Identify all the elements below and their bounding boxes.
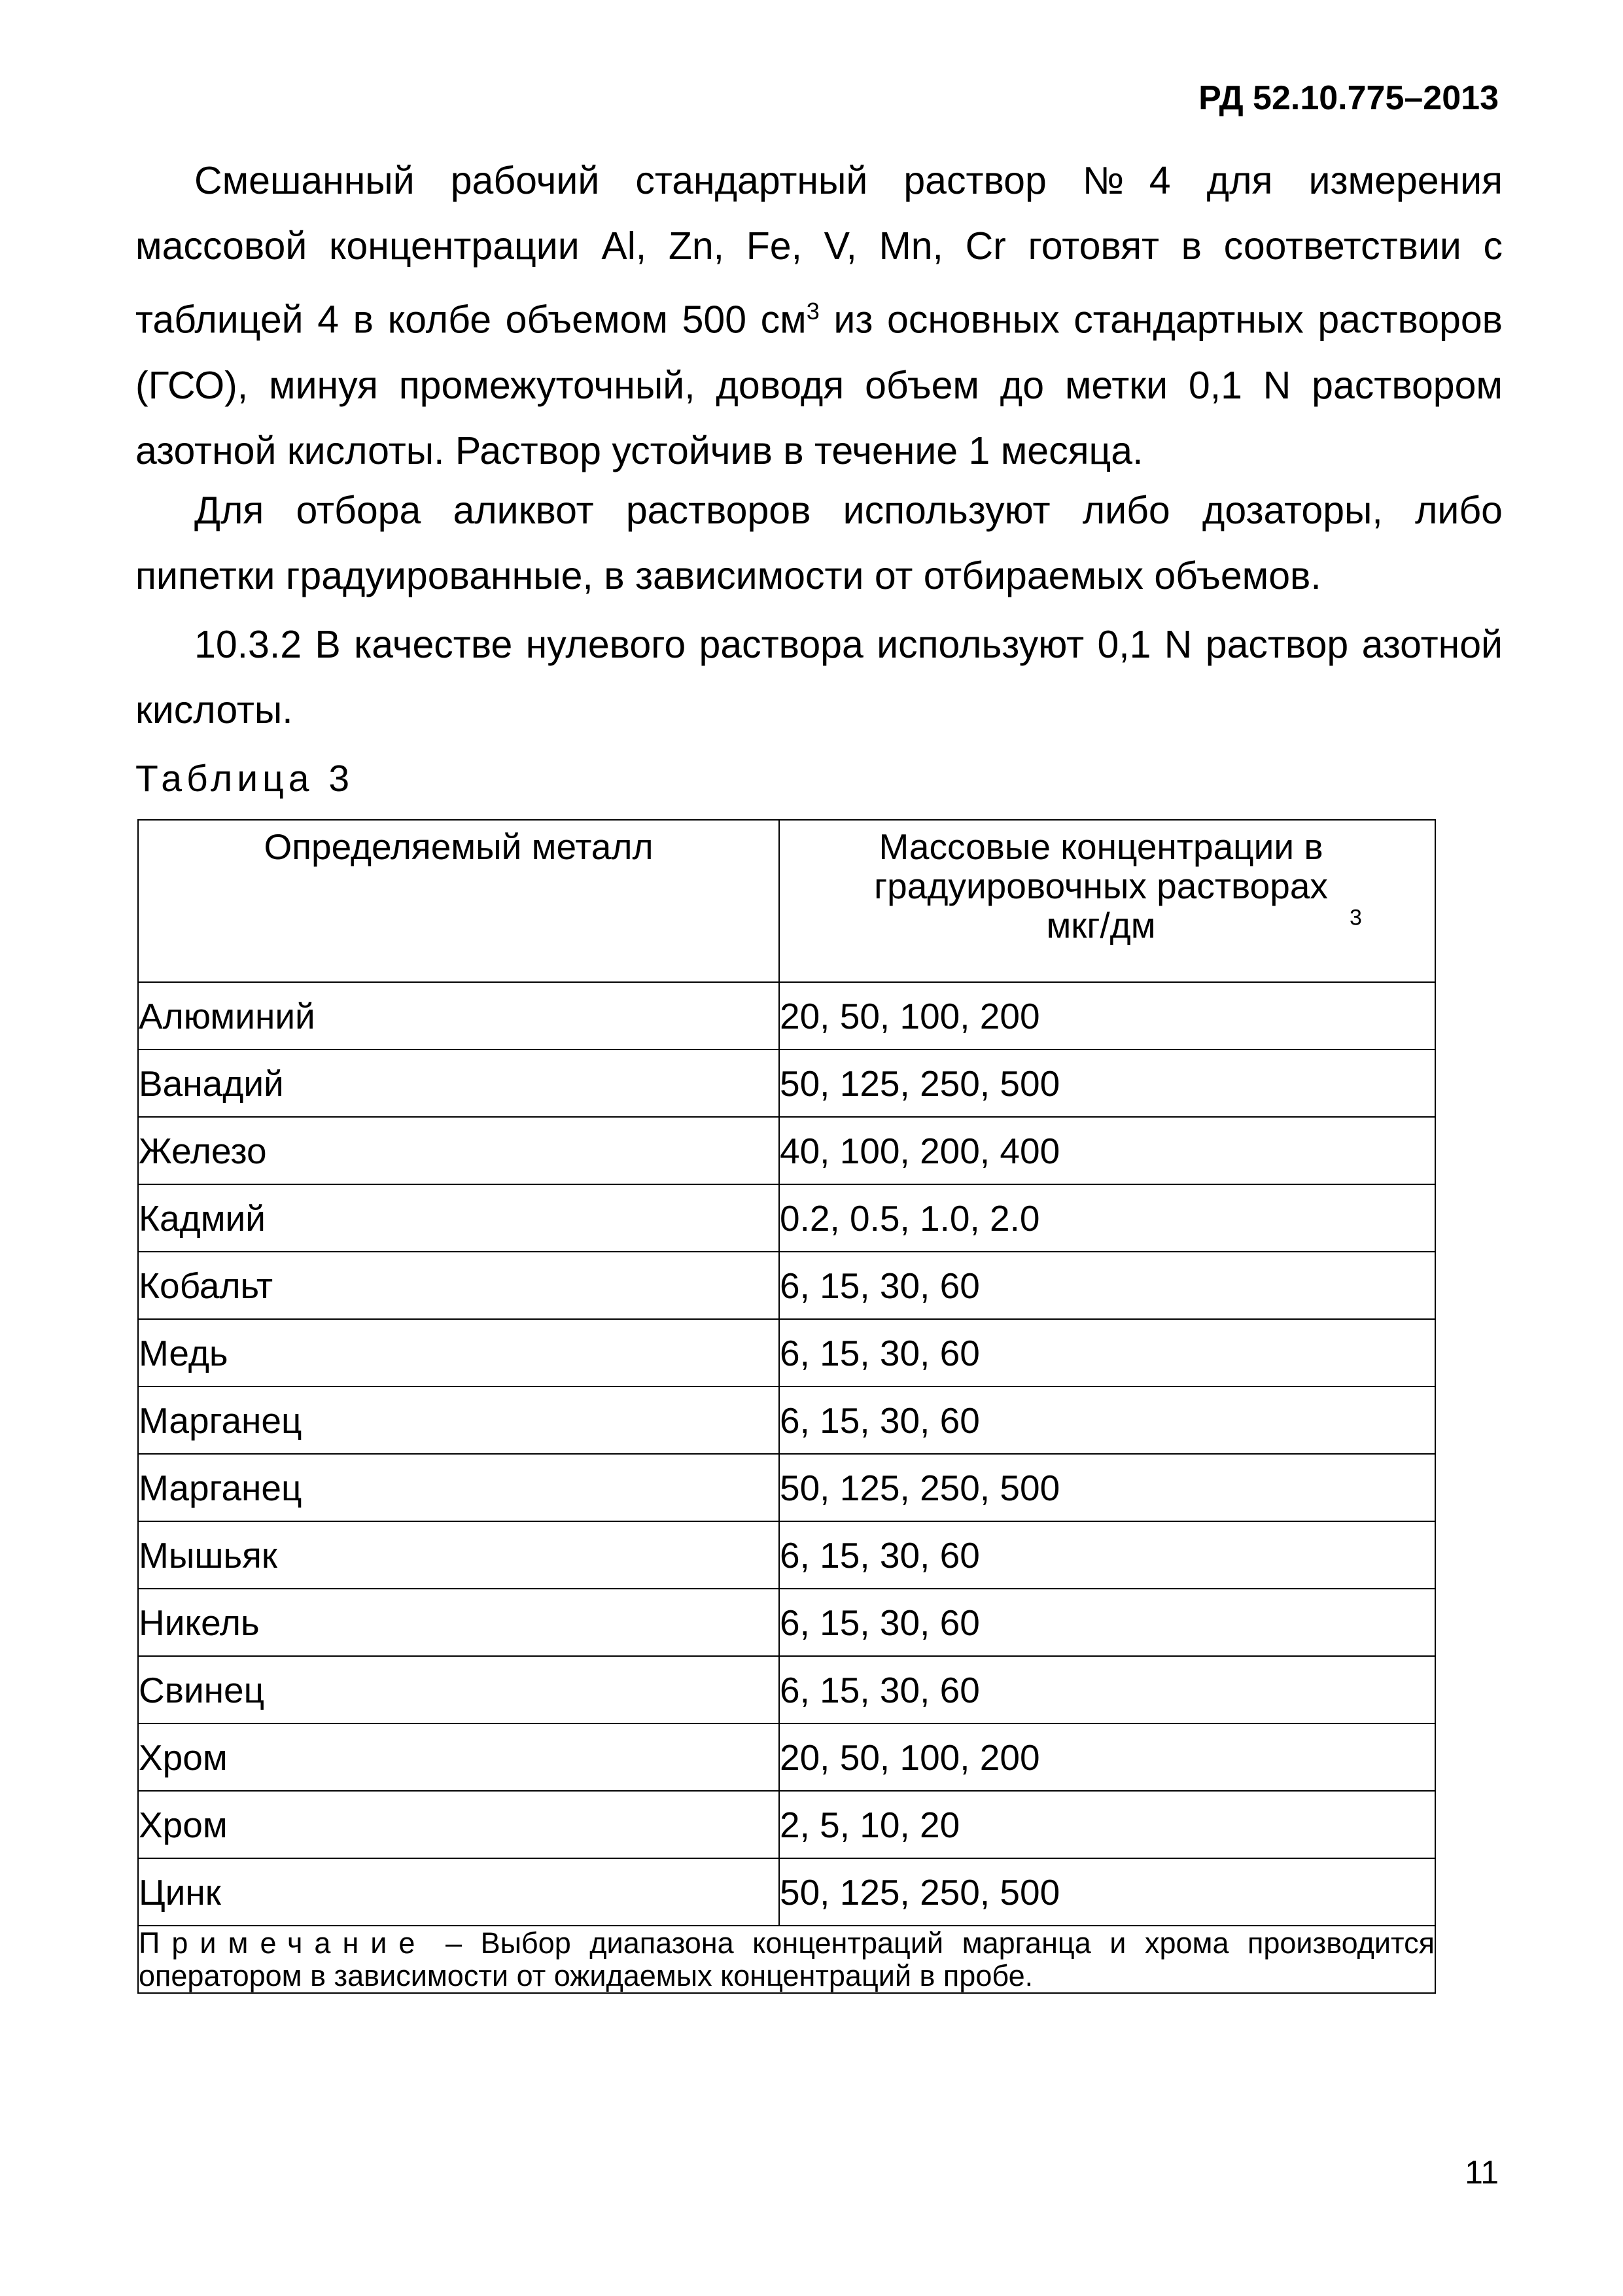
table-caption: Таблица 3 (135, 758, 355, 800)
superscript: 3 (1350, 905, 1362, 930)
cell-concentrations: 6, 15, 30, 60 (779, 1589, 1435, 1656)
cell-concentrations: 50, 125, 250, 500 (779, 1454, 1435, 1521)
cell-concentrations: 50, 125, 250, 500 (779, 1050, 1435, 1117)
superscript: 3 (806, 298, 820, 325)
cell-concentrations: 6, 15, 30, 60 (779, 1386, 1435, 1454)
cell-metal: Алюминий (138, 982, 779, 1050)
concentrations-table (137, 819, 1436, 1994)
cell-concentrations: 6, 15, 30, 60 (779, 1252, 1435, 1319)
table-row (138, 1252, 1435, 1319)
column-header-metal: Определяемый металл (138, 820, 779, 982)
cell-metal: Мышьяк (138, 1521, 779, 1589)
paragraph-mixed-solution (135, 148, 1503, 484)
table-row (138, 1050, 1435, 1117)
table-row (138, 1386, 1435, 1454)
table-row (138, 1521, 1435, 1589)
column-header-text: Массовые концентрации в градуировочных растворах мкг/дм (874, 826, 1328, 945)
table-header-row (138, 820, 1435, 982)
cell-concentrations: 50, 125, 250, 500 (779, 1858, 1435, 1926)
cell-metal: Медь (138, 1319, 779, 1386)
cell-metal: Цинк (138, 1858, 779, 1926)
cell-concentrations: 6, 15, 30, 60 (779, 1521, 1435, 1589)
cell-metal: Кадмий (138, 1184, 779, 1252)
note-text: – Выбор диапазона концентраций марганца и хрома производится оператором в зависимости от ожидаемых концентраций в пробе. (139, 1926, 1435, 1992)
table-row (138, 1184, 1435, 1252)
document-code: РД 52.10.775–2013 (1198, 79, 1499, 117)
table-row (138, 982, 1435, 1050)
table-note-row (138, 1926, 1435, 1993)
cell-concentrations: 20, 50, 100, 200 (779, 982, 1435, 1050)
cell-metal: Железо (138, 1117, 779, 1184)
cell-concentrations: 0.2, 0.5, 1.0, 2.0 (779, 1184, 1435, 1252)
table-row (138, 1117, 1435, 1184)
cell-concentrations: 20, 50, 100, 200 (779, 1723, 1435, 1791)
note-label: Примечание (139, 1926, 427, 1960)
table-note (138, 1926, 1435, 1993)
paragraph-text: Смешанный рабочий стандартный раствор №4 для измерения массовой концентрации Al, Zn, Fe, V, Mn, Cr готовят в соответствии с таблицей 4 в колбе объемом 500 см (135, 159, 1503, 342)
cell-metal: Марганец (138, 1454, 779, 1521)
paragraph-aliquots: Для отбора аликвот растворов используют либо дозаторы, либо пипетки градуированные, в зависимости от отбираемых объемов. (135, 489, 1503, 597)
table-row (138, 1791, 1435, 1858)
cell-metal: Марганец (138, 1386, 779, 1454)
table-row (138, 1656, 1435, 1723)
cell-metal: Ванадий (138, 1050, 779, 1117)
cell-metal: Хром (138, 1791, 779, 1858)
cell-metal: Хром (138, 1723, 779, 1791)
column-header-concentrations (779, 820, 1435, 982)
cell-metal: Свинец (138, 1656, 779, 1723)
table-row (138, 1319, 1435, 1386)
table-row (138, 1723, 1435, 1791)
table-row (138, 1454, 1435, 1521)
table-row (138, 1589, 1435, 1656)
cell-metal: Кобальт (138, 1252, 779, 1319)
page-number: 11 (1465, 2154, 1499, 2191)
cell-concentrations: 6, 15, 30, 60 (779, 1656, 1435, 1723)
cell-concentrations: 40, 100, 200, 400 (779, 1117, 1435, 1184)
table-row (138, 1858, 1435, 1926)
cell-metal: Никель (138, 1589, 779, 1656)
cell-concentrations: 2, 5, 10, 20 (779, 1791, 1435, 1858)
cell-concentrations: 6, 15, 30, 60 (779, 1319, 1435, 1386)
paragraph-text-tail: из основных стандартных растворов (ГСО), минуя промежуточный, доводя объем до метки 0,1 N раствором азотной кислоты. Раствор устойчив в течение 1 месяца. (135, 298, 1503, 472)
paragraph-zero-solution: 10.3.2 В качестве нулевого раствора используют 0,1 N раствор азотной кислоты. (135, 623, 1503, 732)
